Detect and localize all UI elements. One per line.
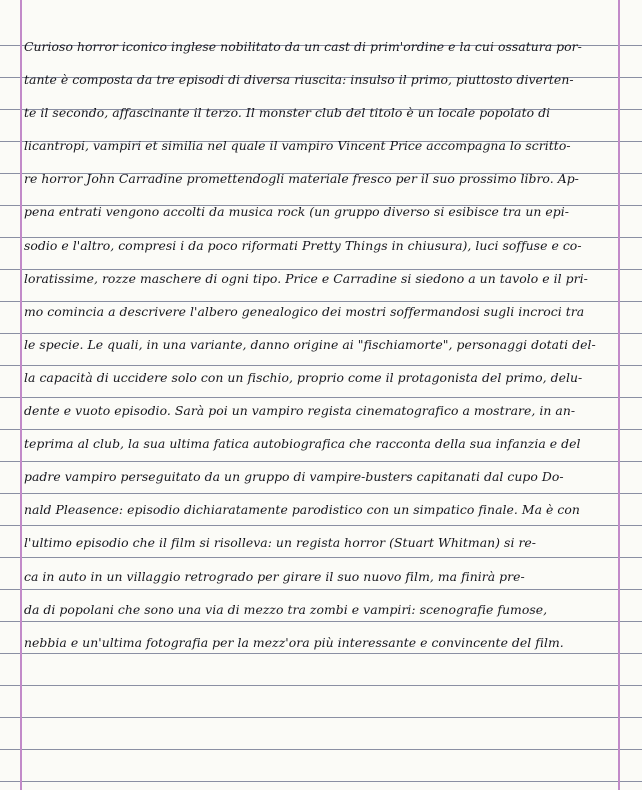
text-line: pena entrati vengono accolti da musica rock (un gruppo diverso si esibisce tra un epi-: [24, 204, 570, 220]
text-line: dente e vuoto episodio. Sarà poi un vampiro regista cinematografico a mostrare, in an-: [24, 403, 576, 419]
text-line: Curioso horror iconico inglese nobilitato da un cast di prim'ordine e la cui ossatura por-: [24, 39, 582, 54]
text-line: te il secondo, affascinante il terzo. Il monster club del titolo è un locale popolato di: [24, 105, 551, 121]
text-line: licantropi, vampiri et similia nel quale il vampiro Vincent Price accompagna lo scritto-: [24, 138, 571, 154]
left-margin-line: [20, 0, 22, 790]
text-line: la capacità di uccidere solo con un fischio, proprio come il protagonista del primo, delu-: [24, 369, 583, 385]
handwritten-text: [24, 30, 620, 659]
text-line: l'ultimo episodio che il film si risolleva: un regista horror (Stuart Whitman) si re-: [24, 535, 537, 551]
text-line: nald Pleasence: episodio dichiaratamente parodistico con un simpatico finale. Ma è con: [24, 502, 580, 518]
text-line: ca in auto in un villaggio retrogrado per girare il suo nuovo film, ma finirà pre-: [24, 568, 525, 584]
text-line: teprima al club, la sua ultima fatica autobiografica che racconta della sua infanzia e del: [24, 436, 581, 452]
text-line: re horror John Carradine promettendogli materiale fresco per il suo prossimo libro. Ap-: [24, 171, 579, 187]
text-line: loratissime, rozze maschere di ogni tipo. Price e Carradine si siedono a un tavolo e il pri-: [24, 270, 588, 286]
text-line: padre vampiro perseguitato da un gruppo di vampire-busters capitanati dal cupo Do-: [24, 469, 564, 485]
text-line: da di popolani che sono una via di mezzo tra zombi e vampiri: scenografie fumose,: [24, 601, 548, 617]
text-line: le specie. Le quali, in una variante, danno origine ai "fischiamorte", personaggi dotati del-: [24, 336, 596, 352]
text-line: sodio e l'altro, compresi i da poco riformati Pretty Things in chiusura), luci soffuse e co-: [24, 237, 582, 253]
text-line: mo comincia a descrivere l'albero genealogico dei mostri soffermandosi sugli incroci tra: [24, 303, 585, 319]
text-line: tante è composta da tre episodi di diversa riuscita: insulso il primo, piuttosto diverten-: [24, 72, 574, 88]
text-line: nebbia e un'ultima fotografia per la mezz'ora più interessante e convincente del film.: [24, 634, 564, 650]
